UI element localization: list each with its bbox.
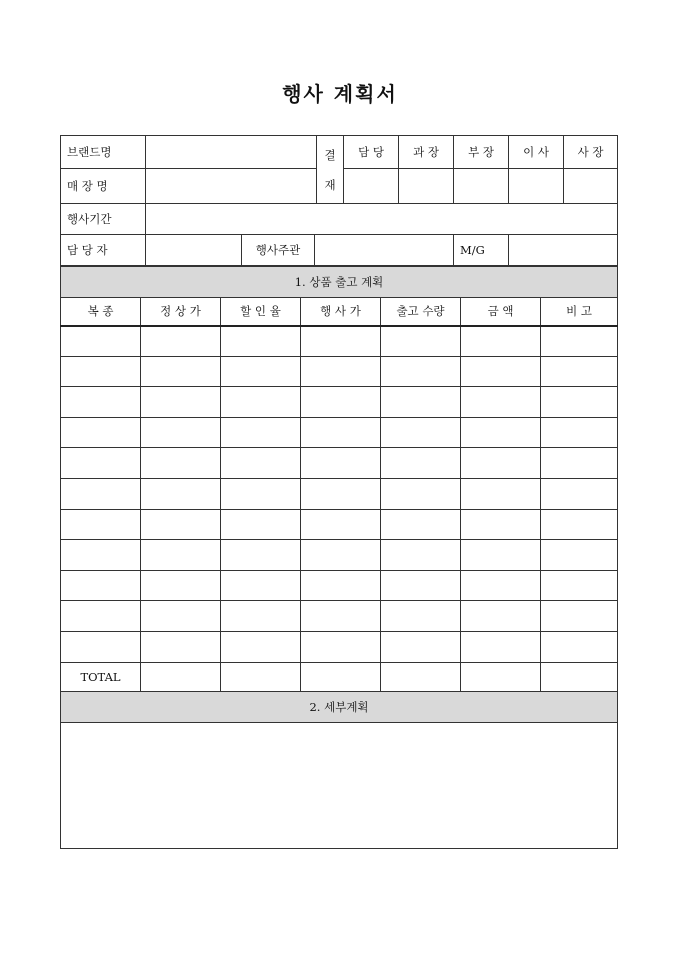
table-cell[interactable]: [141, 631, 221, 662]
table-cell[interactable]: [301, 601, 381, 632]
total-cell[interactable]: [301, 662, 381, 691]
table-cell[interactable]: [461, 601, 541, 632]
total-label: TOTAL: [61, 662, 141, 691]
table-cell[interactable]: [541, 478, 618, 509]
table-cell[interactable]: [381, 540, 461, 571]
table-cell[interactable]: [461, 631, 541, 662]
table-cell[interactable]: [221, 356, 301, 387]
table-cell[interactable]: [381, 570, 461, 601]
table-cell[interactable]: [461, 478, 541, 509]
col-header-amount: 금 액: [461, 298, 541, 326]
sign-box-isa[interactable]: [509, 169, 564, 204]
table-cell[interactable]: [381, 601, 461, 632]
table-cell[interactable]: [141, 570, 221, 601]
table-cell[interactable]: [141, 448, 221, 479]
table-cell[interactable]: [221, 540, 301, 571]
header-table: [60, 135, 618, 266]
sign-box-sajang[interactable]: [564, 169, 618, 204]
document-title: 행사 계획서: [282, 82, 398, 106]
table-cell[interactable]: [461, 356, 541, 387]
table-cell[interactable]: [381, 417, 461, 448]
col-header-remarks: 비 고: [541, 298, 618, 326]
approver-sajang: 사 장: [564, 136, 618, 169]
table-cell[interactable]: [61, 387, 141, 418]
total-cell[interactable]: [141, 662, 221, 691]
table-row: [61, 478, 618, 509]
total-cell[interactable]: [381, 662, 461, 691]
col-header-discount-rate: 할 인 율: [221, 298, 301, 326]
store-label: 매 장 명: [61, 169, 146, 204]
table-cell[interactable]: [461, 509, 541, 540]
table-cell[interactable]: [381, 356, 461, 387]
approval-label: [317, 136, 344, 204]
table-cell[interactable]: [301, 540, 381, 571]
period-field[interactable]: [146, 204, 618, 235]
table-cell[interactable]: [221, 509, 301, 540]
table-cell[interactable]: [301, 326, 381, 357]
table-cell[interactable]: [541, 570, 618, 601]
approver-dam: 담 당: [344, 136, 399, 169]
table-row: [61, 601, 618, 632]
table-cell[interactable]: [541, 631, 618, 662]
sign-box-bujang[interactable]: [454, 169, 509, 204]
table-row: [61, 326, 618, 357]
table-cell[interactable]: [381, 631, 461, 662]
manager-field[interactable]: [146, 235, 242, 266]
table-cell[interactable]: [461, 540, 541, 571]
table-cell[interactable]: [541, 601, 618, 632]
approver-isa: 이 사: [509, 136, 564, 169]
table-cell[interactable]: [541, 387, 618, 418]
table-row: [61, 356, 618, 387]
table-cell[interactable]: [461, 570, 541, 601]
col-header-regular-price: 정 상 가: [141, 298, 221, 326]
table-cell[interactable]: [61, 356, 141, 387]
total-cell[interactable]: [461, 662, 541, 691]
table-cell[interactable]: [141, 478, 221, 509]
sign-box-gwajang[interactable]: [399, 169, 454, 204]
brand-label: 브랜드명: [61, 136, 146, 169]
total-cell[interactable]: [541, 662, 618, 691]
section1-title: 1. 상품 출고 계획: [61, 267, 618, 298]
table-cell[interactable]: [301, 570, 381, 601]
table-cell[interactable]: [221, 631, 301, 662]
store-field[interactable]: [146, 169, 317, 204]
data-rows: [61, 326, 618, 663]
table-cell[interactable]: [141, 326, 221, 357]
table-cell[interactable]: [381, 326, 461, 357]
table-cell[interactable]: [221, 448, 301, 479]
table-cell[interactable]: [221, 387, 301, 418]
table-cell[interactable]: [141, 387, 221, 418]
table-cell[interactable]: [301, 356, 381, 387]
table-cell[interactable]: [461, 387, 541, 418]
table-cell[interactable]: [541, 326, 618, 357]
brand-field[interactable]: [146, 136, 317, 169]
table-cell[interactable]: [221, 570, 301, 601]
approval-label-bottom: 재: [324, 177, 336, 192]
table-cell[interactable]: [221, 478, 301, 509]
table-cell[interactable]: [541, 509, 618, 540]
table-cell[interactable]: [141, 356, 221, 387]
table-row: [61, 509, 618, 540]
table-cell[interactable]: [461, 448, 541, 479]
table-cell[interactable]: [461, 417, 541, 448]
col-header-event-price: 행 사 가: [301, 298, 381, 326]
manager-label: 담 당 자: [61, 235, 146, 266]
period-label: 행사기간: [61, 204, 146, 235]
total-cell[interactable]: [221, 662, 301, 691]
table-row: [61, 417, 618, 448]
table-cell[interactable]: [301, 448, 381, 479]
table-cell[interactable]: [221, 601, 301, 632]
table-cell[interactable]: [221, 326, 301, 357]
table-cell[interactable]: [61, 478, 141, 509]
approver-gwajang: 과 장: [399, 136, 454, 169]
table-cell[interactable]: [61, 448, 141, 479]
table-cell[interactable]: [301, 631, 381, 662]
table-cell[interactable]: [141, 509, 221, 540]
table-cell[interactable]: [541, 356, 618, 387]
table-cell[interactable]: [381, 509, 461, 540]
table-cell[interactable]: [381, 478, 461, 509]
table-cell[interactable]: [61, 509, 141, 540]
approver-bujang: 부 장: [454, 136, 509, 169]
table-cell[interactable]: [61, 540, 141, 571]
table-row: [61, 631, 618, 662]
table-cell[interactable]: [541, 540, 618, 571]
table-cell[interactable]: [141, 417, 221, 448]
table-cell[interactable]: [61, 326, 141, 357]
table-cell[interactable]: [301, 417, 381, 448]
table-row: [61, 540, 618, 571]
table-cell[interactable]: [541, 448, 618, 479]
table-cell[interactable]: [381, 448, 461, 479]
table-cell[interactable]: [541, 417, 618, 448]
host-label: 행사주관: [242, 235, 315, 266]
table-cell[interactable]: [301, 478, 381, 509]
table-row: [61, 570, 618, 601]
mg-label: M/G: [454, 235, 509, 266]
host-field[interactable]: [315, 235, 454, 266]
table-row: [61, 387, 618, 418]
col-header-quantity: 출고 수량: [381, 298, 461, 326]
event-plan-form: [60, 135, 617, 849]
table-cell[interactable]: [381, 387, 461, 418]
section2-title: 2. 세부계획: [61, 691, 618, 722]
table-cell[interactable]: [461, 326, 541, 357]
table-cell[interactable]: [141, 540, 221, 571]
detail-plan-area[interactable]: [61, 722, 618, 848]
table-cell[interactable]: [61, 601, 141, 632]
shipment-plan-table: [60, 266, 618, 849]
table-row: [61, 448, 618, 479]
col-header-type: 복 종: [61, 298, 141, 326]
sign-box-dam[interactable]: [344, 169, 399, 204]
table-cell[interactable]: [221, 417, 301, 448]
table-cell[interactable]: [141, 601, 221, 632]
table-cell[interactable]: [61, 631, 141, 662]
table-cell[interactable]: [301, 387, 381, 418]
table-cell[interactable]: [61, 570, 141, 601]
table-cell[interactable]: [301, 509, 381, 540]
table-cell[interactable]: [61, 417, 141, 448]
approval-label-top: 결: [324, 147, 336, 162]
mg-field[interactable]: [509, 235, 618, 266]
